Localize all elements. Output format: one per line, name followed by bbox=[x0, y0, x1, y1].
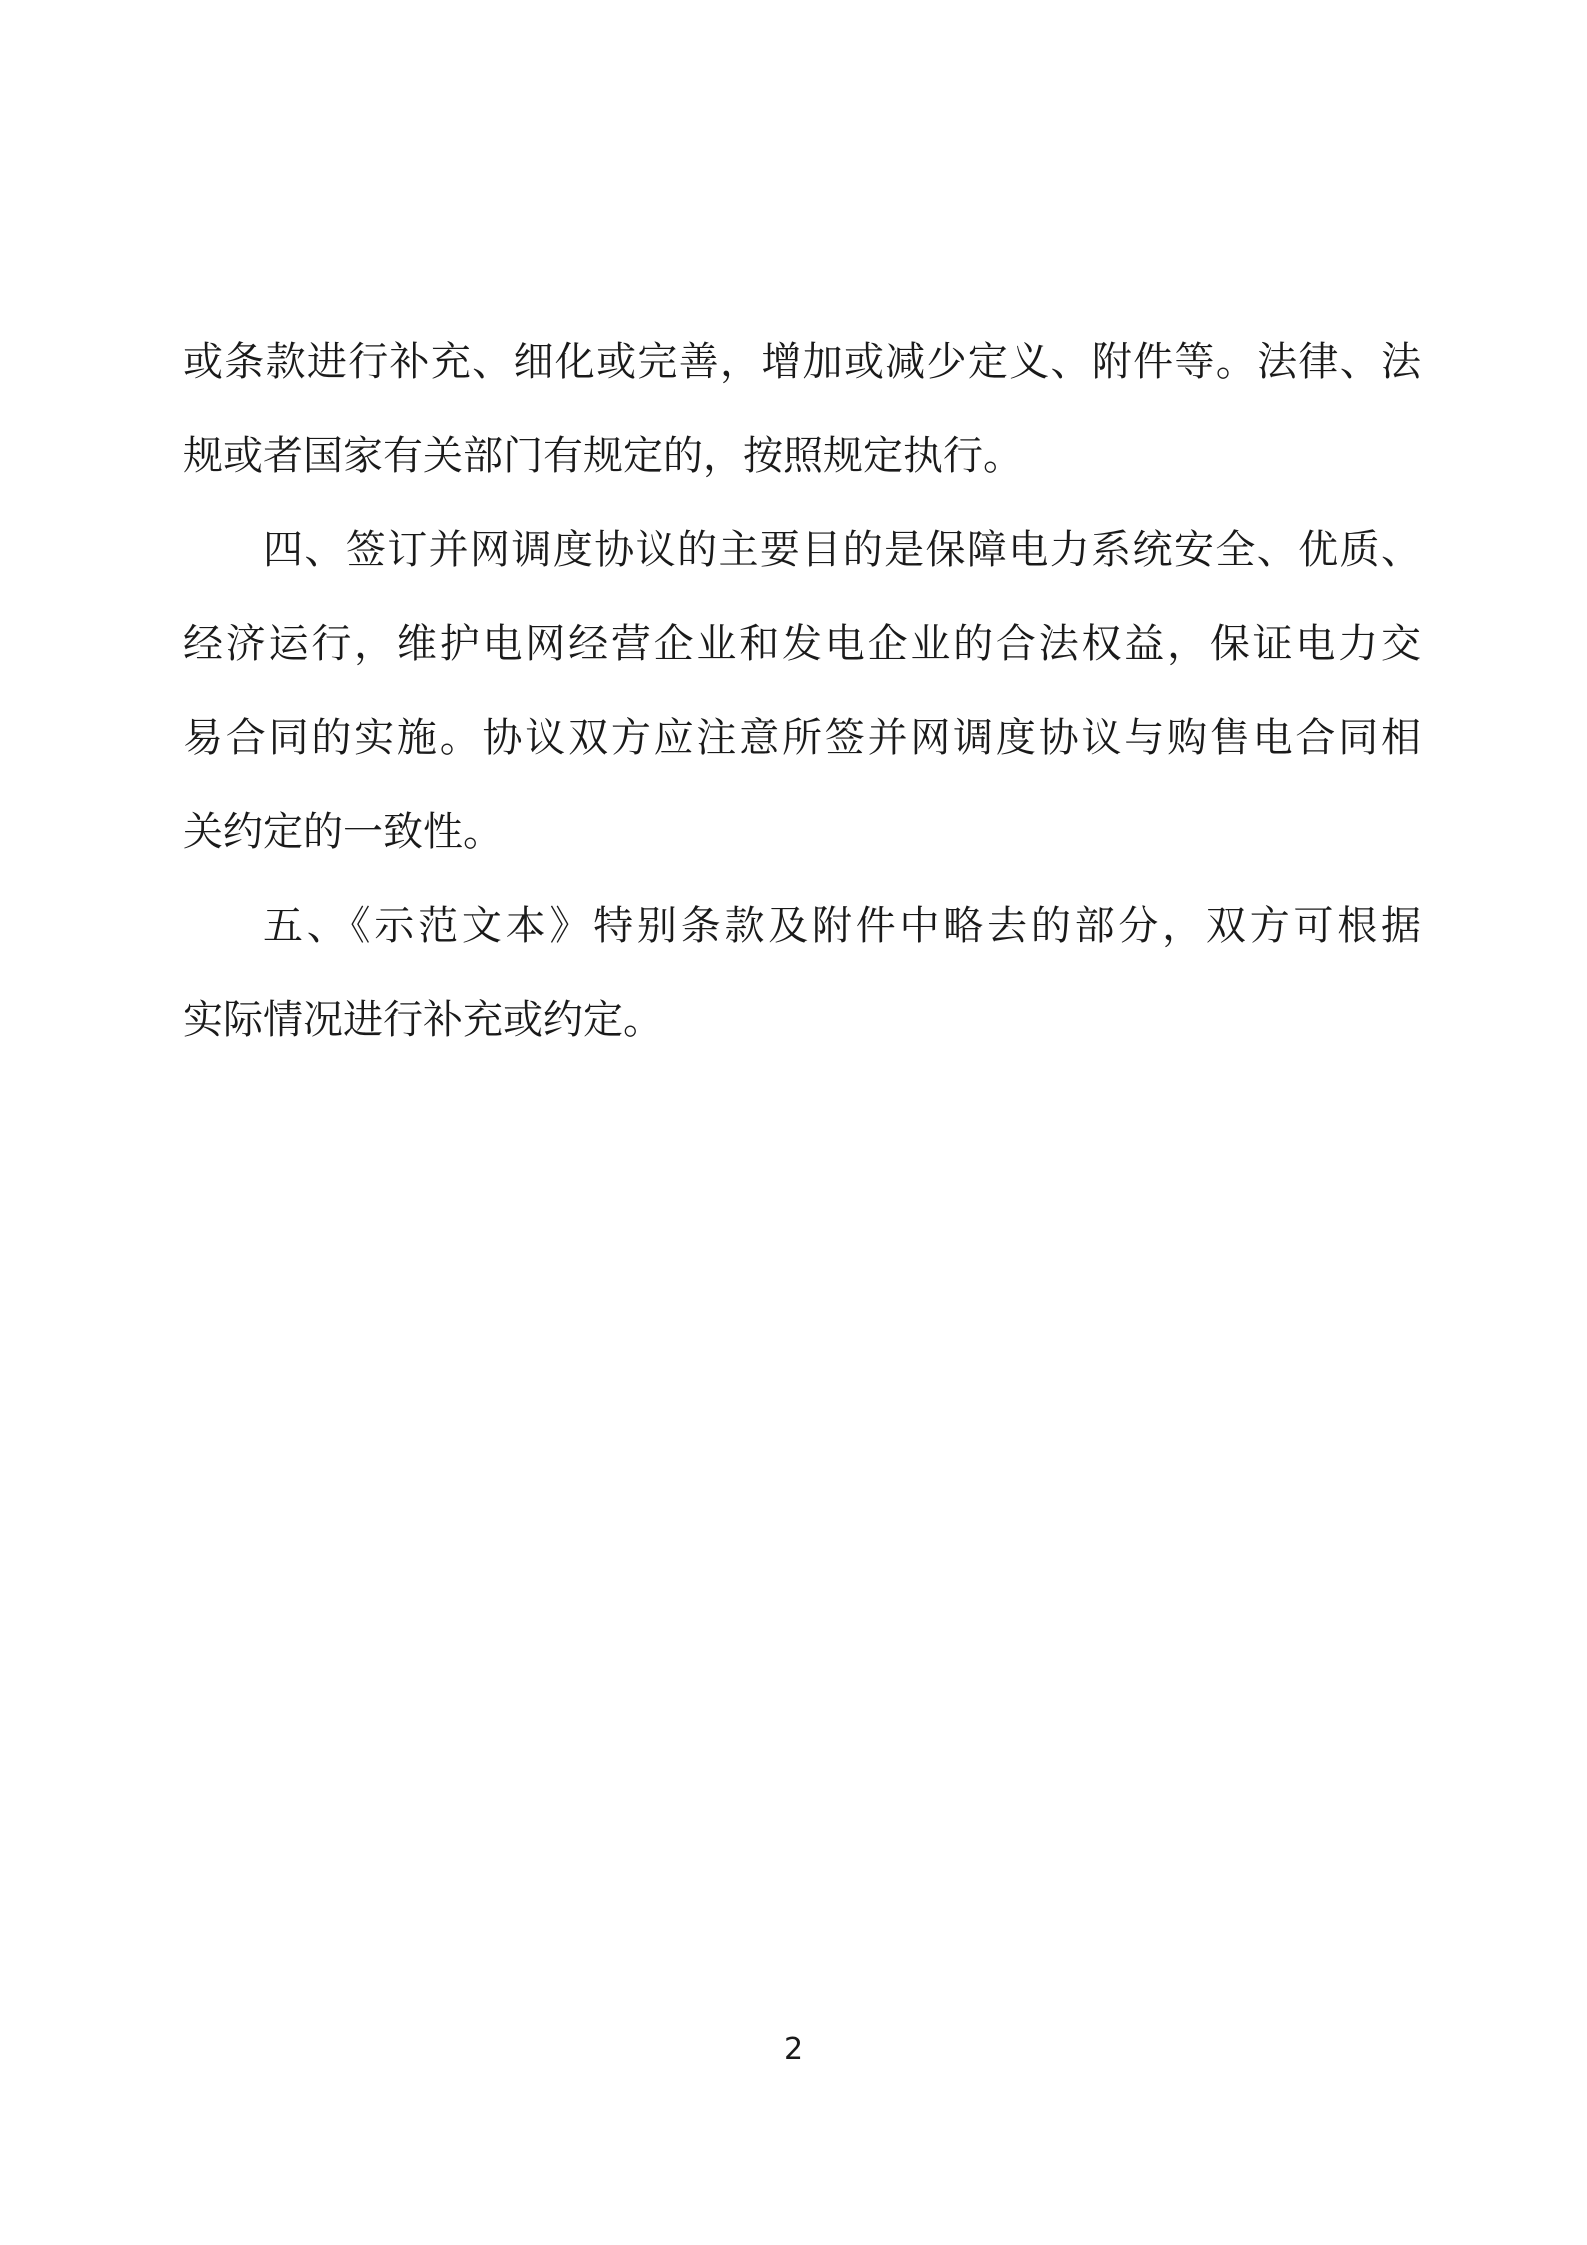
body-text bbox=[183, 315, 1421, 1067]
paragraph-4-line-1: 四、签订并网调度协议的主要目的是保障电力系统安全、优质、 bbox=[263, 527, 1421, 573]
paragraph-4-line-4: 关约定的一致性。 bbox=[183, 809, 503, 855]
paragraph-5-line-2: 实际情况进行补充或约定。 bbox=[183, 997, 663, 1043]
paragraph-4-line-3: 易合同的实施。协议双方应注意所签并网调度协议与购售电合同相 bbox=[183, 715, 1421, 761]
paragraph-4-line-2: 经济运行，维护电网经营企业和发电企业的合法权益，保证电力交 bbox=[183, 621, 1421, 667]
page-number: 2 bbox=[783, 2032, 804, 2067]
paragraph-3-line-1: 或条款进行补充、细化或完善，增加或减少定义、附件等。法律、法 bbox=[183, 339, 1421, 385]
paragraph-5-line-1: 五、《示范文本》特别条款及附件中略去的部分，双方可根据 bbox=[263, 903, 1421, 949]
paragraph-3-line-2: 规或者国家有关部门有规定的，按照规定执行。 bbox=[183, 433, 1023, 479]
